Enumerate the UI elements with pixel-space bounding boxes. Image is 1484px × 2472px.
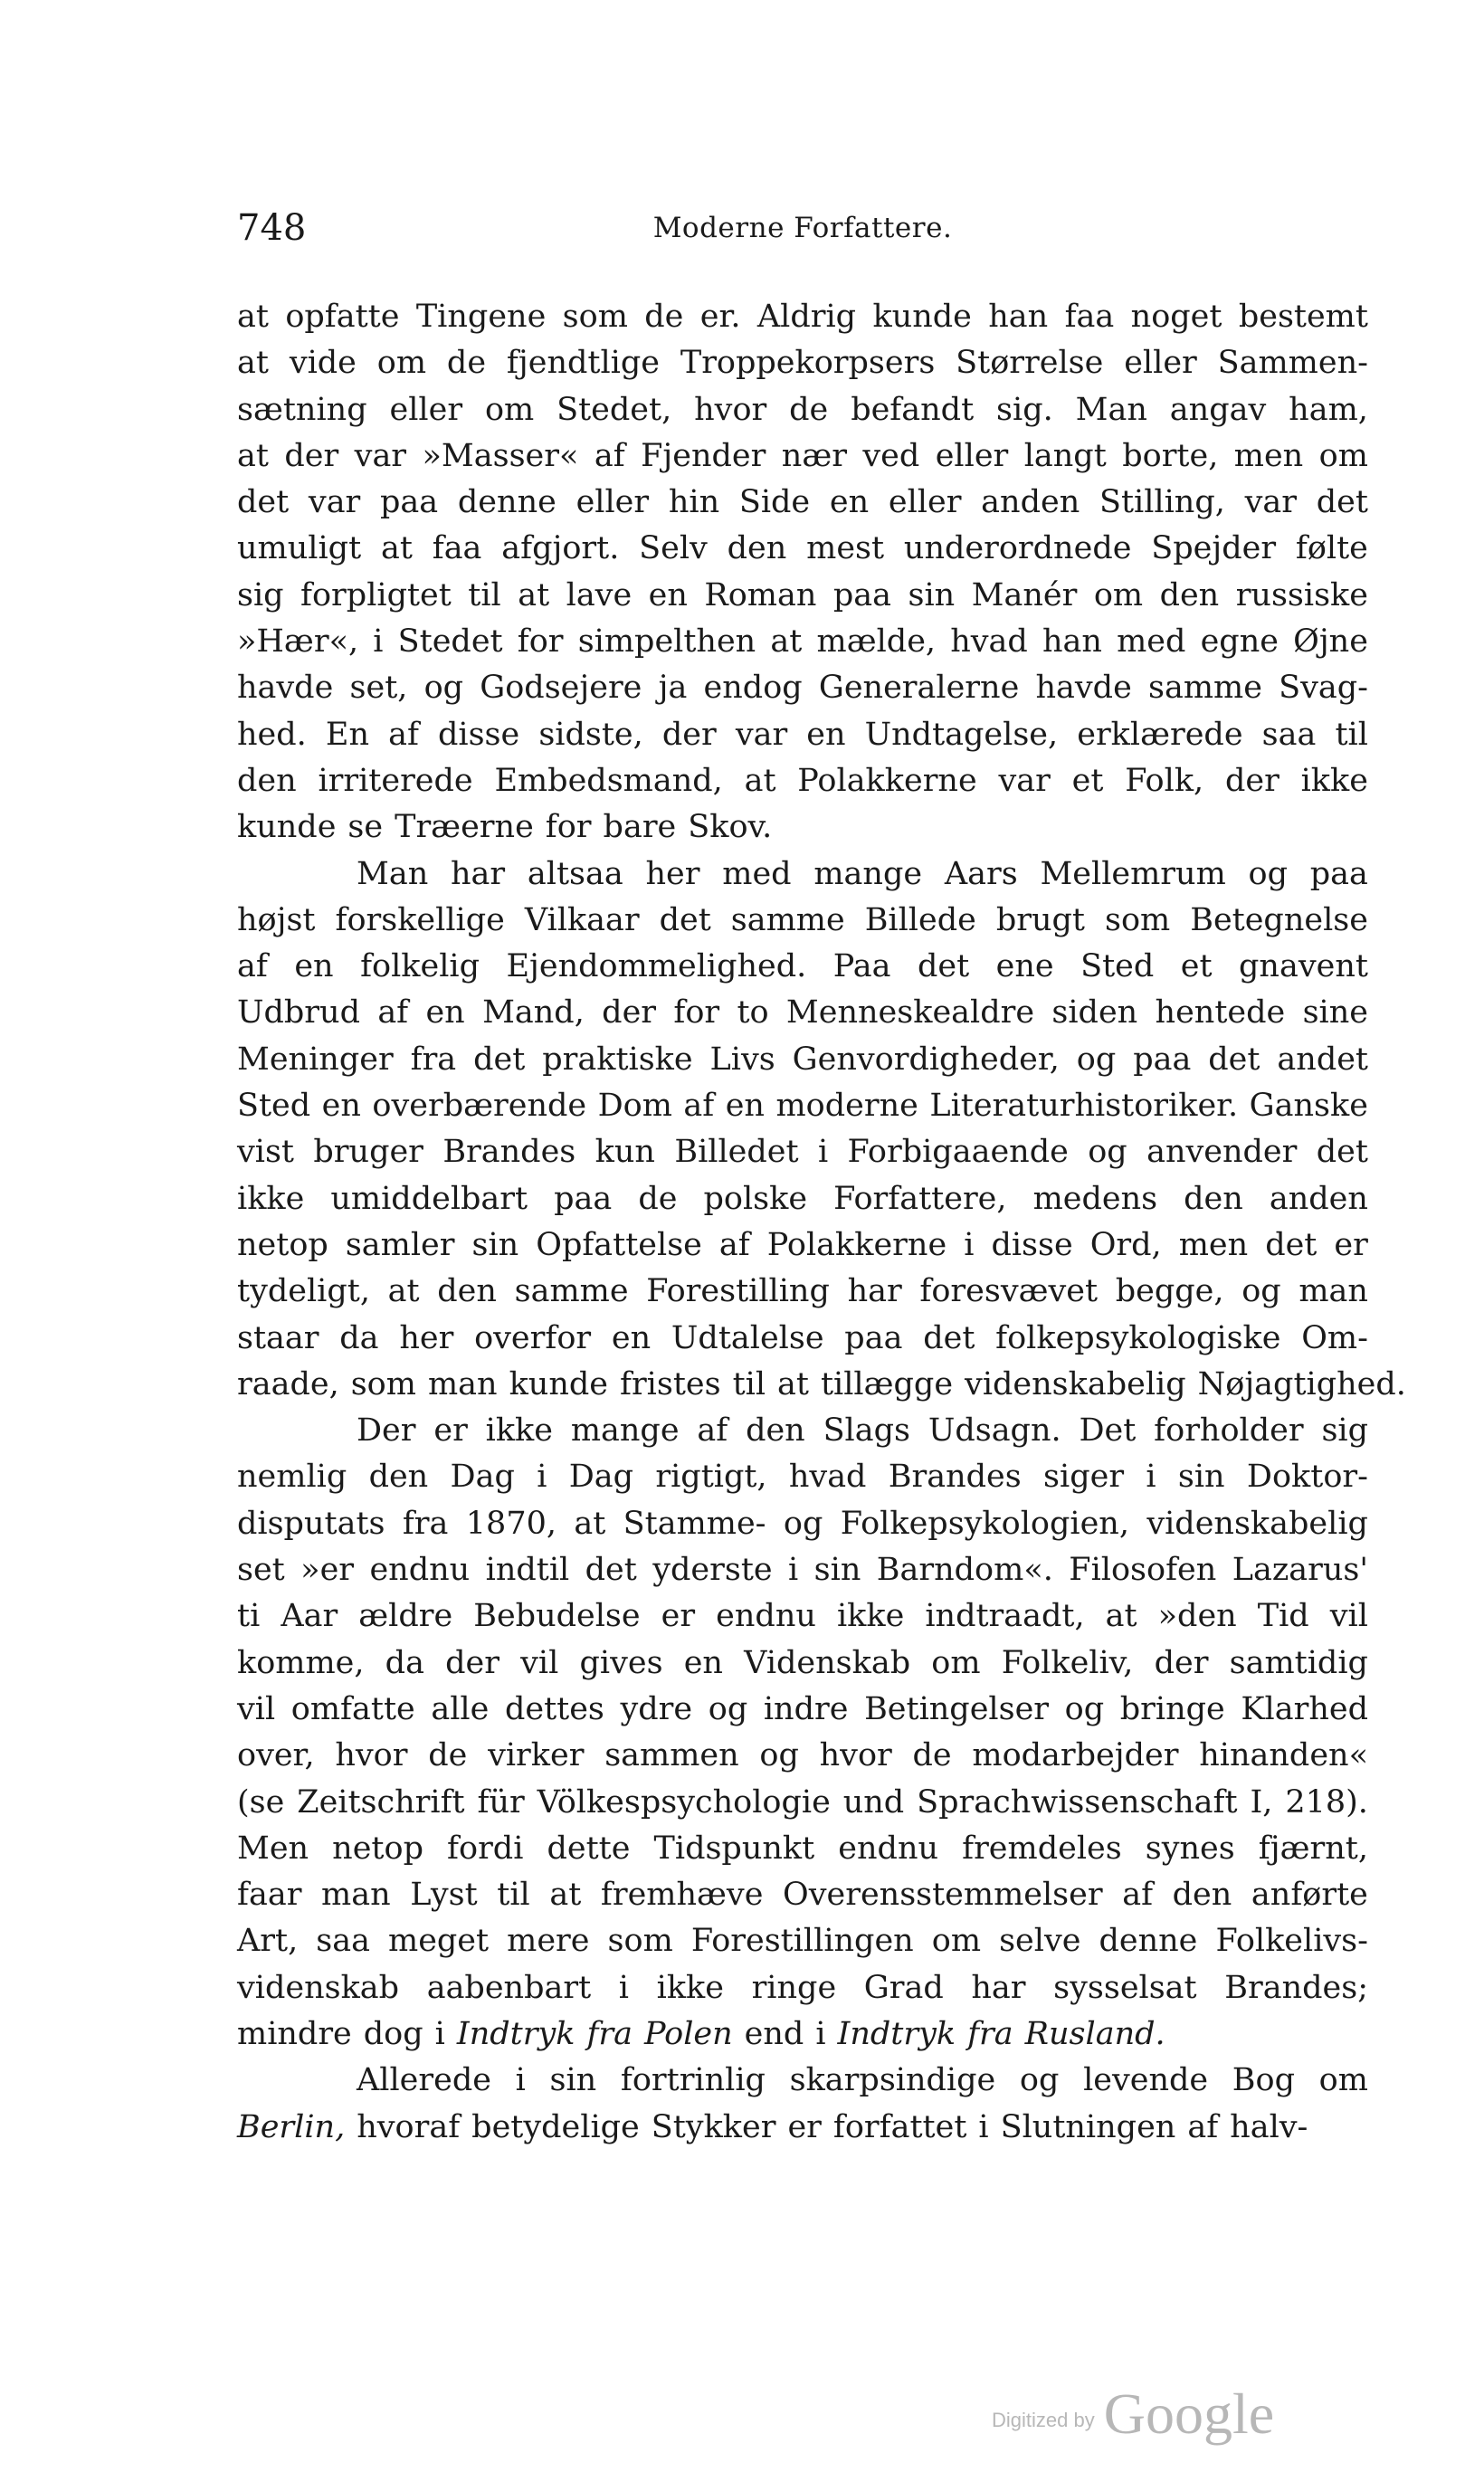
text-line: set »er endnu indtil det yderste i sin Barndom«. Filosofen Lazarus' (237, 1552, 1368, 1589)
paragraph (237, 1408, 1368, 2058)
paragraph (237, 851, 1406, 1409)
text-line: ti Aar ældre Bebudelse er endnu ikke indtraadt, at »den Tid vil (237, 1598, 1368, 1635)
text-line: hed. En af disse sidste, der var en Undtagelse, erklærede saa til (237, 716, 1368, 753)
text-line: det var paa denne eller hin Side en eller anden Stilling, var det (237, 484, 1368, 521)
text-line: sætning eller om Stedet, hvor de befandt sig. Man angav ham, (237, 391, 1368, 428)
text-line: raade, som man kunde fristes til at tillægge videnskabelig Nøjagtighed. (237, 1365, 1406, 1402)
text-line: staar da her overfor en Udtalelse paa det folkepsykologiske Om- (237, 1319, 1368, 1356)
text-line: af en folkelig Ejendommelighed. Paa det ene Sted et gnavent (237, 948, 1368, 985)
text-line: netop samler sin Opfattelse af Polakkerne i disse Ord, men det er (237, 1226, 1368, 1263)
text-line: at der var »Masser« af Fjender nær ved eller langt borte, men om (237, 437, 1368, 474)
running-title: Moderne Forfattere. (652, 212, 953, 244)
text-line: mindre dog i Indtryk fra Polen end i Indtryk fra Rusland. (237, 2015, 1165, 2052)
watermark (992, 2371, 1275, 2446)
text-line: den irriterede Embedsmand, at Polakkerne var et Folk, der ikke (237, 762, 1368, 799)
body-text (237, 294, 1406, 2151)
text-line: faar man Lyst til at fremhæve Overensstemmelser af den anførte (237, 1877, 1368, 1914)
text-line: Allerede i sin fortrinlig skarpsindige og levende Bog om (357, 2062, 1368, 2099)
page-header (237, 201, 1368, 255)
text-line: nemlig den Dag i Dag rigtigt, hvad Brandes siger i sin Doktor- (237, 1459, 1368, 1496)
text-line: ikke umiddelbart paa de polske Forfattere, medens den anden (237, 1180, 1368, 1217)
text-line: Meninger fra det praktiske Livs Genvordigheder, og paa det andet (237, 1041, 1368, 1078)
text-line: Sted en overbærende Dom af en moderne Literaturhistoriker. Ganske (237, 1088, 1368, 1125)
text-line: kunde se Træerne for bare Skov. (237, 809, 773, 846)
watermark-logo: Google (1103, 2382, 1275, 2446)
text-line: at vide om de fjendtlige Troppekorpsers Størrelse eller Sammen- (237, 345, 1368, 382)
text-line: »Hær«, i Stedet for simpelthen at mælde, hvad han med egne Øjne (237, 623, 1368, 661)
text-line: Berlin, hvoraf betydelige Stykker er forfattet i Slutningen af halv- (237, 2108, 1308, 2145)
text-line: komme, da der vil gives en Videnskab om Folkeliv, der samtidig (237, 1644, 1368, 1681)
page-number: 748 (237, 207, 307, 249)
text-line: Art, saa meget mere som Forestillingen om selve denne Folkelivs- (237, 1923, 1368, 1960)
text-line: højst forskellige Vilkaar det samme Billede brugt som Betegnelse (237, 901, 1368, 938)
text-line: over, hvor de virker sammen og hvor de modarbejder hinanden« (237, 1737, 1368, 1774)
text-line: Men netop fordi dette Tidspunkt endnu fremdeles synes fjærnt, (237, 1830, 1368, 1867)
text-line: sig forpligtet til at lave en Roman paa sin Manér om den russiske (237, 576, 1368, 613)
text-line: tydeligt, at den samme Forestilling har foresvævet begge, og man (237, 1273, 1368, 1310)
text-line: vil omfatte alle dettes ydre og indre Betingelser og bringe Klarhed (237, 1690, 1368, 1727)
text-line: vist bruger Brandes kun Billedet i Forbigaaende og anvender det (237, 1134, 1368, 1171)
text-line: videnskab aabenbart i ikke ringe Grad har sysselsat Brandes; (237, 1969, 1368, 2006)
paragraph (237, 294, 1368, 851)
text-line: at opfatte Tingene som de er. Aldrig kunde han faa noget bestemt (237, 299, 1368, 335)
paragraph (237, 2058, 1368, 2151)
text-line: Der er ikke mange af den Slags Udsagn. Det forholder sig (357, 1412, 1368, 1450)
text-line: umuligt at faa afgjort. Selv den mest underordnede Spejder følte (237, 530, 1368, 567)
text-line: disputats fra 1870, at Stamme- og Folkepsykologien, videnskabelig (237, 1505, 1368, 1542)
text-line: Udbrud af en Mand, der for to Menneskealdre siden hentede sine (237, 994, 1368, 1032)
text-line: havde set, og Godsejere ja endog Generalerne havde samme Svag- (237, 670, 1368, 707)
text-line: (se Zeitschrift für Völkespsychologie und Sprachwissenschaft I, 218). (237, 1783, 1368, 1821)
text-line: Man har altsaa her med mange Aars Mellemrum og paa (357, 855, 1368, 892)
watermark-prefix: Digitized by (992, 2409, 1095, 2431)
